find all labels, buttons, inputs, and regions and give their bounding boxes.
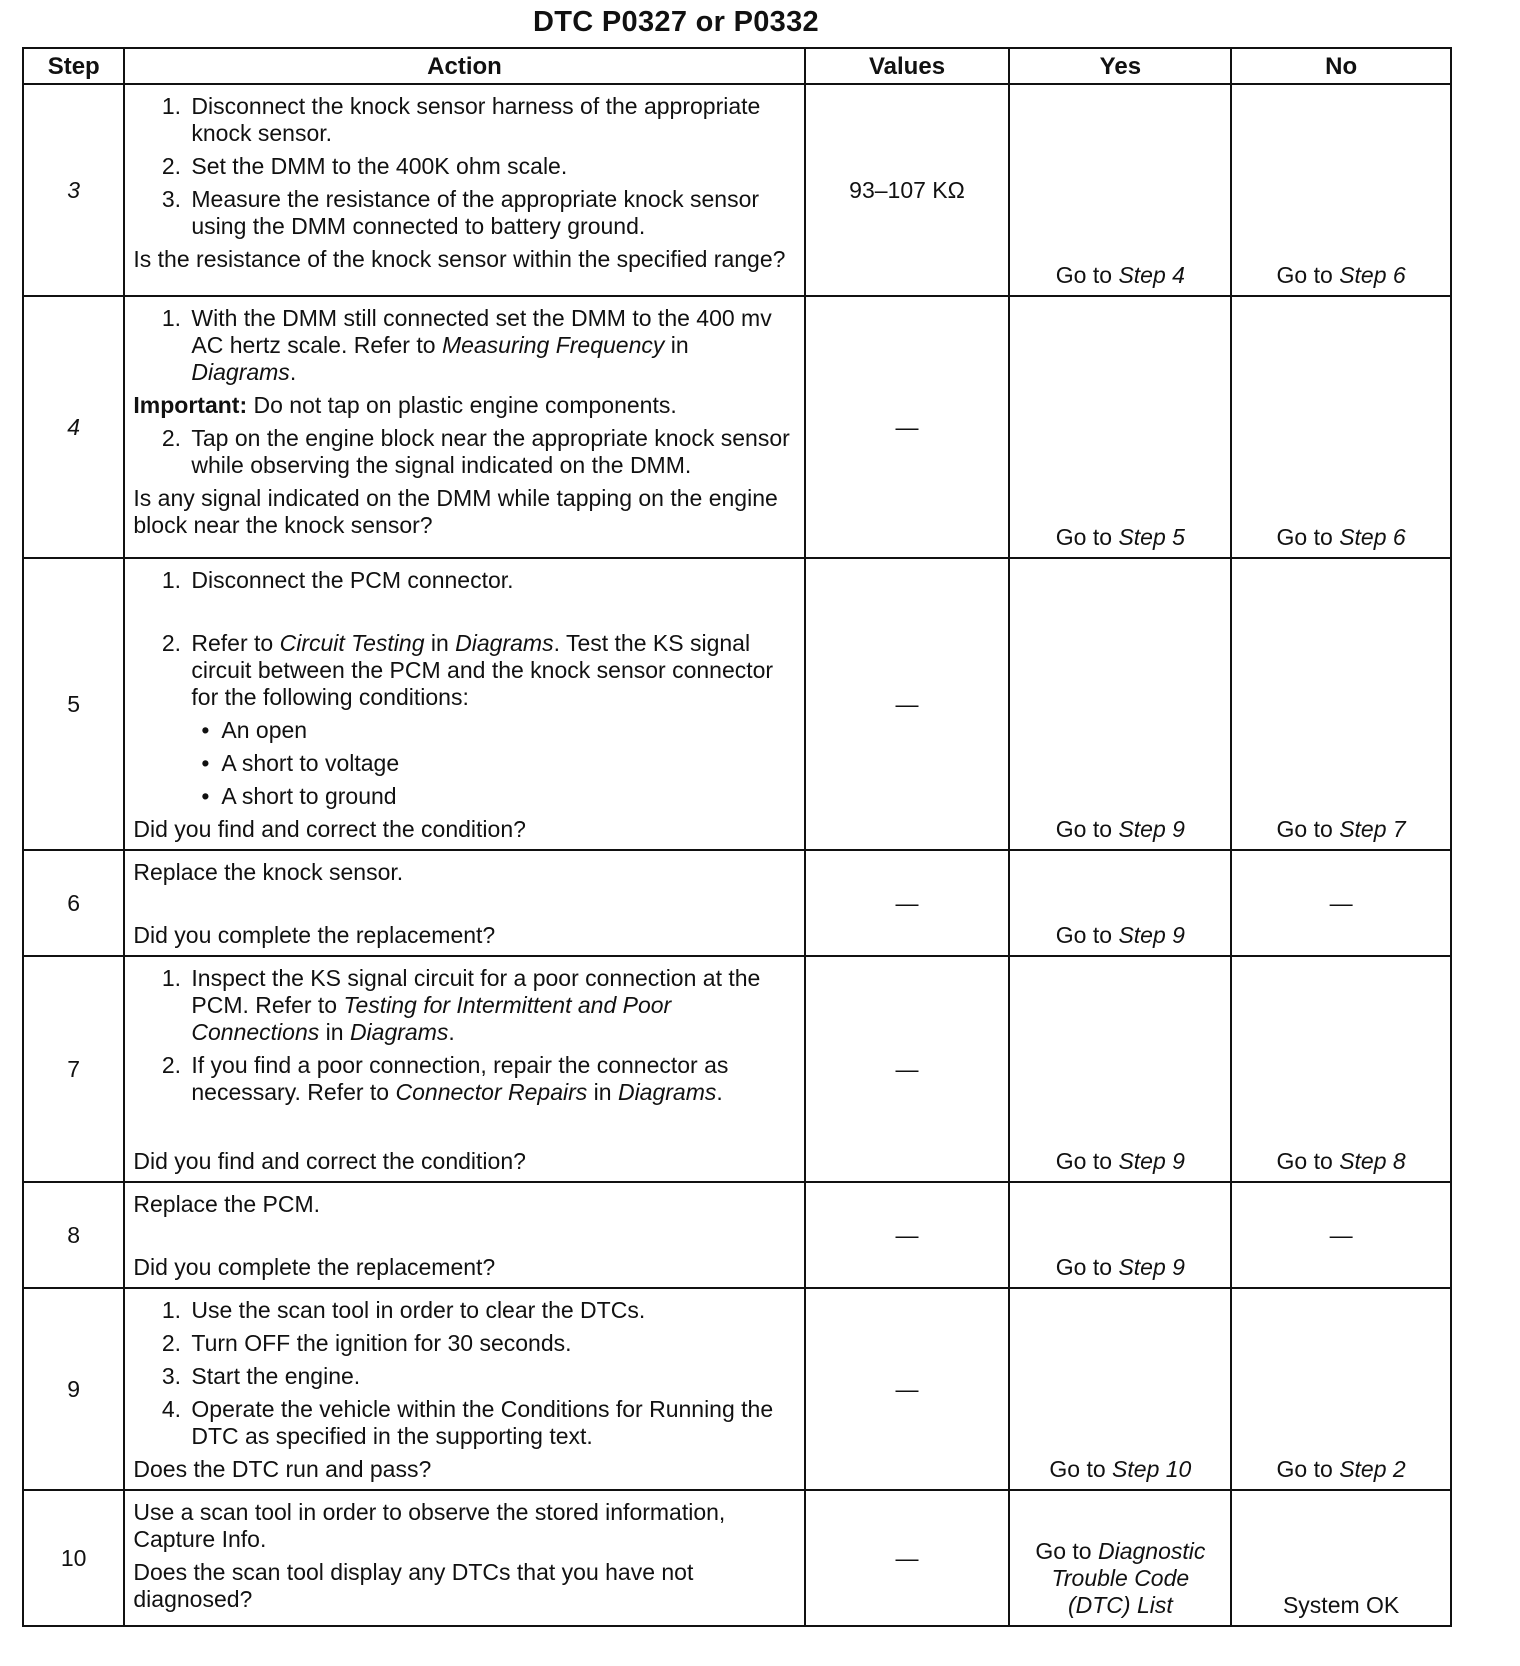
header-yes: Yes [1009, 48, 1231, 84]
no-cell: Go to Step 2 [1231, 1288, 1451, 1490]
step-number: 10 [23, 1490, 124, 1626]
important-note: Important: Do not tap on plastic engine components. [133, 392, 677, 418]
table-row [23, 296, 1451, 558]
table-row [23, 84, 1451, 296]
action-item: 1. Inspect the KS signal circuit for a poor connection at the PCM. Refer to Testing for Intermittent and Poor Connections in Diagrams. [187, 965, 795, 1046]
step-number: 9 [23, 1288, 124, 1490]
no-cell: Go to Step 8 [1231, 956, 1451, 1182]
no-cell: System OK [1231, 1490, 1451, 1626]
no-step-ref: Step 8 [1339, 1148, 1406, 1174]
yes-cell: Go to Step 5 [1009, 296, 1231, 558]
action-item: 2. Set the DMM to the 400K ohm scale. [187, 153, 795, 180]
header-step: Step [23, 48, 124, 84]
header-no: No [1231, 48, 1451, 84]
yes-prefix: Go to [1055, 262, 1119, 288]
action-question: Is any signal indicated on the DMM while tapping on the engine block near the knock sensor? [133, 485, 778, 538]
no-cell: — [1231, 1182, 1451, 1288]
no-cell: Go to Step 6 [1231, 296, 1451, 558]
value-cell: — [805, 1490, 1010, 1626]
step-number: 8 [23, 1182, 124, 1288]
action-question: Is the resistance of the knock sensor within the specified range? [133, 246, 786, 272]
no-step-ref: Step 2 [1339, 1456, 1406, 1482]
yes-step-ref: Step 9 [1118, 1148, 1185, 1174]
step-number: 7 [23, 956, 124, 1182]
value-cell: — [805, 1182, 1010, 1288]
yes-dtc-list-ref: Diagnostic Trouble Code (DTC) List [1051, 1538, 1206, 1618]
action-item: 3. Start the engine. [187, 1363, 795, 1390]
action-item: 1. With the DMM still connected set the DMM to the 400 mv AC hertz scale. Refer to Measuring Frequency in Diagrams. [187, 305, 795, 386]
action-item: 2. Tap on the engine block near the appropriate knock sensor while observing the signal indicated on the DMM. [187, 425, 795, 479]
action-cell [124, 296, 804, 558]
step-number: 3 [23, 84, 124, 296]
table-row [23, 558, 1451, 850]
yes-step-ref: Step 5 [1118, 524, 1185, 550]
action-cell [124, 956, 804, 1182]
table-row [23, 850, 1451, 956]
step-number: 6 [23, 850, 124, 956]
action-question: Did you find and correct the condition? [133, 816, 526, 842]
yes-cell: Go to Step 9 [1009, 956, 1231, 1182]
action-item: 2. Refer to Circuit Testing in Diagrams. Test the KS signal circuit between the PCM and the knock sensor connector for the following conditions: [187, 630, 795, 711]
action-item: 2. Turn OFF the ignition for 30 seconds. [187, 1330, 795, 1357]
table-row [23, 1490, 1451, 1626]
table-row [23, 1288, 1451, 1490]
no-prefix: Go to [1276, 262, 1340, 288]
yes-step-ref: Step 9 [1118, 922, 1185, 948]
action-text: Replace the knock sensor. [133, 859, 404, 885]
diagnostic-table [22, 47, 1452, 1627]
value-cell: — [805, 956, 1010, 1182]
no-cell [1231, 84, 1451, 296]
action-item: 1. Disconnect the PCM connector. [187, 567, 795, 594]
yes-cell: Go to Step 10 [1009, 1288, 1231, 1490]
action-cell [124, 1490, 804, 1626]
condition-bullet: • A short to voltage [221, 750, 795, 777]
yes-cell: Go to Step 9 [1009, 1182, 1231, 1288]
value-cell: — [805, 1288, 1010, 1490]
header-values: Values [805, 48, 1010, 84]
action-text: Use a scan tool in order to observe the stored information, Capture Info. [133, 1499, 726, 1552]
value-cell: — [805, 296, 1010, 558]
no-step-ref: Step 6 [1339, 524, 1406, 550]
action-item: 1. Disconnect the knock sensor harness of the appropriate knock sensor. [187, 93, 795, 147]
action-item: 4. Operate the vehicle within the Conditions for Running the DTC as specified in the supporting text. [187, 1396, 795, 1450]
action-cell [124, 1288, 804, 1490]
yes-cell: Go to Step 9 [1009, 850, 1231, 956]
action-question: Does the scan tool display any DTCs that you have not diagnosed? [133, 1559, 694, 1612]
action-cell [124, 84, 804, 296]
action-cell [124, 558, 804, 850]
action-text: Replace the PCM. [133, 1191, 321, 1217]
step-number: 4 [23, 296, 124, 558]
table-row [23, 956, 1451, 1182]
yes-cell: Go to Step 9 [1009, 558, 1231, 850]
page-title: DTC P0327 or P0332 [533, 6, 819, 38]
no-step-ref: Step 6 [1339, 262, 1406, 288]
yes-step-ref: Step 9 [1118, 816, 1185, 842]
header-action: Action [124, 48, 804, 84]
value-cell: — [805, 850, 1010, 956]
no-cell: — [1231, 850, 1451, 956]
action-question: Did you find and correct the condition? [133, 1148, 526, 1174]
yes-step-ref: Step 4 [1118, 262, 1185, 288]
action-question: Did you complete the replacement? [133, 1254, 496, 1280]
yes-step-ref: Step 9 [1118, 1254, 1185, 1280]
action-item: 2. If you find a poor connection, repair the connector as necessary. Refer to Connector Repairs in Diagrams. [187, 1052, 795, 1106]
action-cell [124, 1182, 804, 1288]
action-question: Does the DTC run and pass? [133, 1456, 432, 1482]
no-cell: Go to Step 7 [1231, 558, 1451, 850]
condition-bullet: • An open [221, 717, 795, 744]
value-cell: — [805, 558, 1010, 850]
action-cell [124, 850, 804, 956]
condition-bullet: • A short to ground [221, 783, 795, 810]
header-row [23, 48, 1451, 84]
step-number: 5 [23, 558, 124, 850]
action-question: Did you complete the replacement? [133, 922, 496, 948]
table-row [23, 1182, 1451, 1288]
action-item: 1. Use the scan tool in order to clear the DTCs. [187, 1297, 795, 1324]
yes-cell: Go to Diagnostic Trouble Code (DTC) List [1009, 1490, 1231, 1626]
action-item: 3. Measure the resistance of the appropriate knock sensor using the DMM connected to battery ground. [187, 186, 795, 240]
no-step-ref: Step 7 [1339, 816, 1406, 842]
yes-cell [1009, 84, 1231, 296]
yes-step-ref: Step 10 [1112, 1456, 1192, 1482]
value-cell: 93–107 KΩ [805, 84, 1010, 296]
